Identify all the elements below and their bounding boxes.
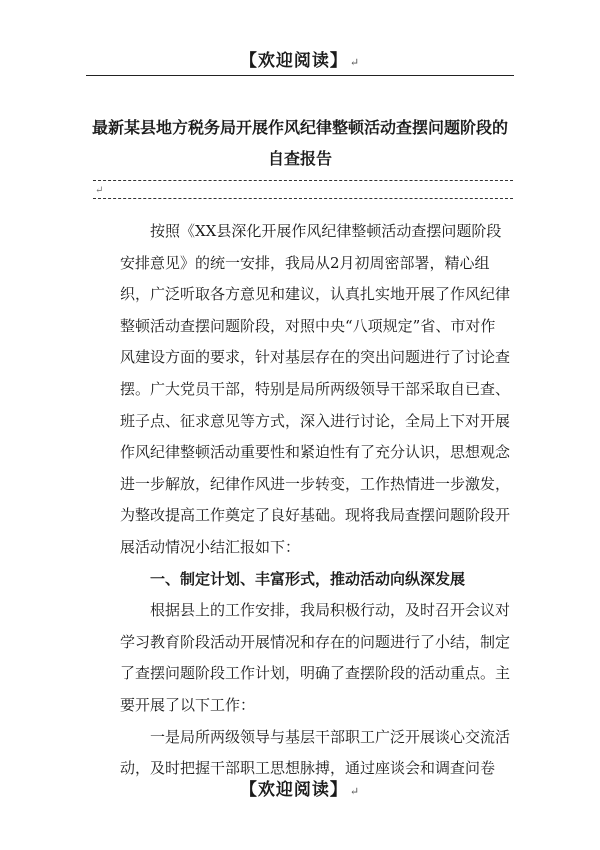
section-heading: 一、制定计划、丰富形式，推动活动向纵深发展 xyxy=(150,569,466,588)
body-paragraph-intro: 按照《XX县深化开展作风纪律整顿活动查摆问题阶段安排意见》的统一安排，我局从2月初周密部署，精心组织，广泛听取各方意见和建议，认真扎实地开展了作风纪律整顿活动查摆问题阶段，对照中央“八项规定”省、市对作风建设方面的要求，针对基层存在的突出问题进行了讨论查摆。广大党员干部，特别是局所两级领导干部采取自已查、班子点、征求意见等方式，深入进行讨论，全局上下对开展作风纪律整顿活动重要性和紧迫性有了充分认识，思想观念进一步解放，纪律作风进一步转变，工作热情进一步激发，为整改提高工作奠定了良好基础。现将我局查摆问题阶段开展活动情况小结汇报如下： xyxy=(120,222,511,556)
return-mark-icon: ↵ xyxy=(349,785,361,798)
body-paragraph: 一是局所两级领导与基层干部职工广泛开展谈心交流活动，及时把握干部职工思想脉搏，通过座谈会和调查问卷 xyxy=(120,727,511,778)
header-divider xyxy=(86,75,514,76)
return-mark-icon: ↵ xyxy=(95,185,104,196)
header-banner xyxy=(0,46,600,71)
footer-banner-text: 【欢迎阅读】 xyxy=(239,780,348,800)
document-title: 最新某县地方税务局开展作风纪律整顿活动查摆问题阶段的自查报告 xyxy=(91,118,508,168)
footer-banner xyxy=(0,775,600,800)
document-body xyxy=(120,216,510,785)
header-banner-text: 【欢迎阅读】 xyxy=(239,51,348,71)
dashed-divider-bottom xyxy=(93,198,513,199)
body-paragraph: 根据县上的工作安排，我局积极行动，及时召开会议对学习教育阶段活动开展情况和存在的问题进行了小结，制定了查摆问题阶段工作计划，明确了查摆阶段的活动重点。主要开展了以下工作： xyxy=(120,601,511,714)
return-mark-icon: ↵ xyxy=(349,56,361,69)
dashed-divider-top xyxy=(93,180,513,181)
